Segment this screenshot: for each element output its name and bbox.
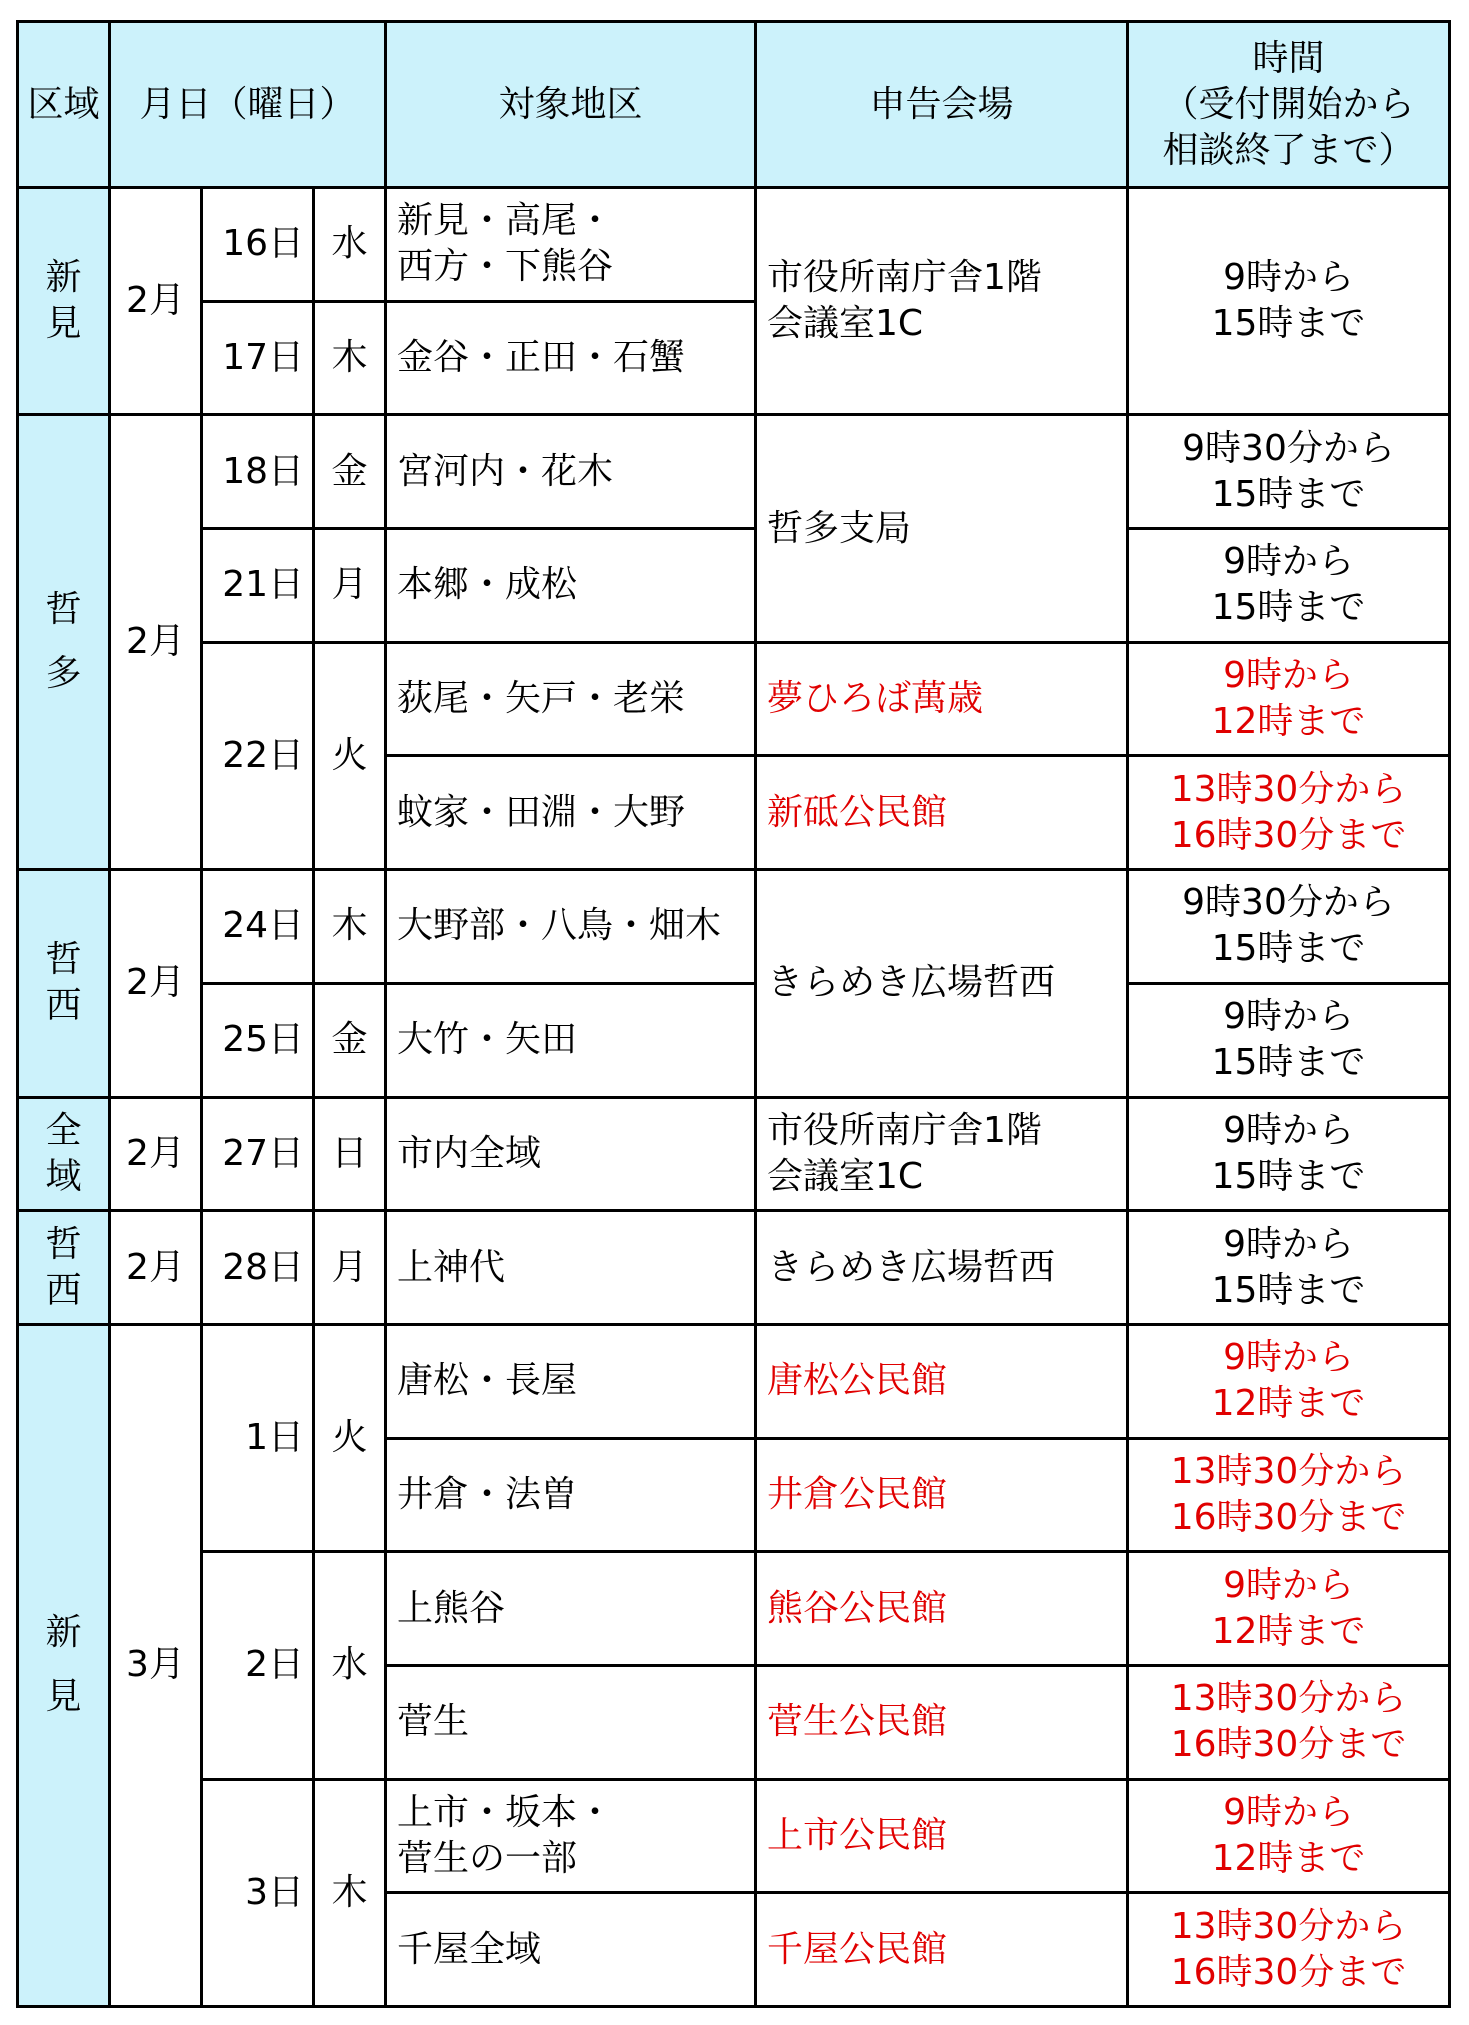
region-label: 新 見 bbox=[45, 257, 82, 345]
weekday-cell: 火 bbox=[314, 642, 386, 869]
venue-line: 上市公民館 bbox=[767, 1814, 948, 1856]
weekday-cell: 水 bbox=[314, 188, 386, 302]
area-cell bbox=[386, 870, 756, 984]
table-row bbox=[18, 983, 1450, 1097]
region-cell bbox=[18, 415, 110, 870]
time-line: 15時まで bbox=[1211, 1042, 1366, 1084]
time-line: 16時30分まで bbox=[1170, 1951, 1407, 1993]
weekday-cell: 木 bbox=[314, 870, 386, 984]
area-line: 菅生の一部 bbox=[397, 1837, 578, 1879]
weekday-cell: 金 bbox=[314, 415, 386, 529]
time-line: 15時まで bbox=[1211, 473, 1366, 515]
table-row bbox=[18, 1552, 1450, 1666]
venue-line: きらめき広場哲西 bbox=[767, 962, 1056, 1004]
month-cell: 2月 bbox=[110, 415, 202, 870]
schedule-table bbox=[16, 20, 1451, 2008]
day-cell: 3日 bbox=[202, 1779, 314, 2006]
area-cell bbox=[386, 1438, 756, 1552]
time-line: 16時30分まで bbox=[1170, 1496, 1407, 1538]
time-cell bbox=[1128, 756, 1450, 870]
area-cell bbox=[386, 1324, 756, 1438]
area-cell bbox=[386, 301, 756, 415]
area-cell bbox=[386, 1779, 756, 1893]
venue-line: 菅生公民館 bbox=[767, 1701, 948, 1743]
day-cell: 22日 bbox=[202, 642, 314, 869]
venue-line: 会議室1C bbox=[767, 1155, 924, 1197]
time-line: 9時から bbox=[1223, 1791, 1354, 1833]
area-cell bbox=[386, 529, 756, 643]
header-region: 区域 bbox=[18, 22, 110, 188]
day-cell: 2日 bbox=[202, 1552, 314, 1779]
day-cell: 17日 bbox=[202, 301, 314, 415]
header-time-line: （受付開始から bbox=[1162, 83, 1415, 125]
weekday-cell: 月 bbox=[314, 529, 386, 643]
venue-cell bbox=[756, 415, 1128, 642]
header-time-line: 相談終了まで） bbox=[1162, 129, 1415, 171]
time-line: 13時30分から bbox=[1170, 1905, 1407, 1947]
area-line: 西方・下熊谷 bbox=[397, 246, 614, 288]
area-line: 上神代 bbox=[397, 1246, 506, 1288]
venue-line: きらめき広場哲西 bbox=[767, 1246, 1056, 1288]
venue-line: 熊谷公民館 bbox=[767, 1587, 948, 1629]
header-time-line: 時間 bbox=[1252, 37, 1325, 79]
time-line: 9時から bbox=[1223, 1337, 1354, 1379]
area-line: 本郷・成松 bbox=[397, 564, 578, 606]
region-cell bbox=[18, 1324, 110, 2006]
time-line: 15時まで bbox=[1211, 1155, 1366, 1197]
day-cell: 28日 bbox=[202, 1211, 314, 1325]
month-cell: 2月 bbox=[110, 1097, 202, 1211]
venue-line: 夢ひろば萬歳 bbox=[767, 678, 984, 720]
time-line: 15時まで bbox=[1211, 303, 1366, 345]
region-label: 全 域 bbox=[45, 1109, 82, 1197]
time-line: 15時まで bbox=[1211, 928, 1366, 970]
header-area: 対象地区 bbox=[386, 22, 756, 188]
time-line: 9時から bbox=[1223, 996, 1354, 1038]
area-line: 市内全域 bbox=[397, 1132, 542, 1174]
venue-cell bbox=[756, 1779, 1128, 1893]
table-row bbox=[18, 1097, 1450, 1211]
weekday-cell: 金 bbox=[314, 983, 386, 1097]
table-row bbox=[18, 1324, 1450, 1438]
area-line: 千屋全域 bbox=[397, 1928, 542, 1970]
venue-cell bbox=[756, 870, 1128, 1097]
venue-cell bbox=[756, 1893, 1128, 2007]
table-row bbox=[18, 415, 1450, 529]
time-cell bbox=[1128, 415, 1450, 529]
region-cell bbox=[18, 1097, 110, 1211]
time-line: 13時30分から bbox=[1170, 1678, 1407, 1720]
venue-cell bbox=[756, 188, 1128, 415]
weekday-cell: 日 bbox=[314, 1097, 386, 1211]
venue-line: 唐松公民館 bbox=[767, 1360, 948, 1402]
region-label: 新 見 bbox=[45, 1612, 82, 1718]
table-row bbox=[18, 870, 1450, 984]
time-line: 15時まで bbox=[1211, 587, 1366, 629]
time-line: 9時から bbox=[1223, 1109, 1354, 1151]
area-cell bbox=[386, 756, 756, 870]
table-row bbox=[18, 188, 1450, 302]
time-cell bbox=[1128, 1324, 1450, 1438]
area-line: 金谷・正田・石蟹 bbox=[397, 337, 686, 379]
time-cell bbox=[1128, 1779, 1450, 1893]
time-cell bbox=[1128, 1552, 1450, 1666]
area-line: 井倉・法曽 bbox=[397, 1473, 578, 1515]
month-cell: 2月 bbox=[110, 870, 202, 1097]
area-line: 宮河内・花木 bbox=[397, 450, 614, 492]
area-cell bbox=[386, 415, 756, 529]
table-row bbox=[18, 642, 1450, 756]
day-cell: 21日 bbox=[202, 529, 314, 643]
day-cell: 24日 bbox=[202, 870, 314, 984]
region-cell bbox=[18, 188, 110, 415]
weekday-cell: 火 bbox=[314, 1324, 386, 1551]
weekday-cell: 木 bbox=[314, 1779, 386, 2006]
venue-line: 井倉公民館 bbox=[767, 1473, 948, 1515]
header-row bbox=[18, 22, 1450, 188]
time-line: 13時30分から bbox=[1170, 1450, 1407, 1492]
area-line: 大竹・矢田 bbox=[397, 1019, 578, 1061]
time-line: 16時30分まで bbox=[1170, 814, 1407, 856]
area-line: 蚊家・田淵・大野 bbox=[397, 791, 686, 833]
area-line: 上市・坂本・ bbox=[397, 1791, 614, 1833]
time-cell bbox=[1128, 1893, 1450, 2007]
region-cell bbox=[18, 870, 110, 1097]
venue-cell bbox=[756, 1552, 1128, 1666]
time-line: 9時30分から bbox=[1182, 427, 1395, 469]
day-cell: 18日 bbox=[202, 415, 314, 529]
time-line: 12時まで bbox=[1211, 1610, 1366, 1652]
region-label: 哲 西 bbox=[45, 1223, 82, 1311]
area-cell bbox=[386, 1893, 756, 2007]
time-line: 9時から bbox=[1223, 655, 1354, 697]
time-line: 12時まで bbox=[1211, 701, 1366, 743]
time-cell bbox=[1128, 870, 1450, 984]
venue-line: 会議室1C bbox=[767, 303, 924, 345]
venue-line: 哲多支局 bbox=[767, 507, 912, 549]
time-line: 9時30分から bbox=[1182, 882, 1395, 924]
region-cell bbox=[18, 1211, 110, 1325]
venue-cell bbox=[756, 756, 1128, 870]
venue-cell bbox=[756, 1211, 1128, 1325]
venue-cell bbox=[756, 1097, 1128, 1211]
venue-line: 市役所南庁舎1階 bbox=[767, 257, 1042, 299]
area-cell bbox=[386, 1211, 756, 1325]
time-line: 9時から bbox=[1223, 1564, 1354, 1606]
header-date: 月日（曜日） bbox=[110, 22, 386, 188]
time-line: 9時から bbox=[1223, 541, 1354, 583]
month-cell: 2月 bbox=[110, 188, 202, 415]
area-line: 大野部・八鳥・畑木 bbox=[397, 905, 722, 947]
time-line: 12時まで bbox=[1211, 1383, 1366, 1425]
table-row bbox=[18, 529, 1450, 643]
area-cell bbox=[386, 1552, 756, 1666]
time-line: 9時から bbox=[1223, 257, 1354, 299]
weekday-cell: 木 bbox=[314, 301, 386, 415]
venue-line: 千屋公民館 bbox=[767, 1928, 948, 1970]
venue-cell bbox=[756, 1438, 1128, 1552]
venue-cell bbox=[756, 1324, 1128, 1438]
venue-line: 新砥公民館 bbox=[767, 791, 948, 833]
area-line: 唐松・長屋 bbox=[397, 1360, 578, 1402]
region-label: 哲 多 bbox=[45, 589, 82, 695]
time-cell bbox=[1128, 642, 1450, 756]
time-cell bbox=[1128, 1211, 1450, 1325]
time-cell bbox=[1128, 188, 1450, 415]
month-cell: 3月 bbox=[110, 1324, 202, 2006]
venue-cell bbox=[756, 1665, 1128, 1779]
area-cell bbox=[386, 983, 756, 1097]
time-cell bbox=[1128, 1438, 1450, 1552]
time-line: 16時30分まで bbox=[1170, 1724, 1407, 1766]
time-cell bbox=[1128, 1097, 1450, 1211]
table-row bbox=[18, 1211, 1450, 1325]
venue-cell bbox=[756, 642, 1128, 756]
time-cell bbox=[1128, 1665, 1450, 1779]
weekday-cell: 月 bbox=[314, 1211, 386, 1325]
area-line: 荻尾・矢戸・老栄 bbox=[397, 678, 686, 720]
region-label: 哲 西 bbox=[45, 939, 82, 1027]
day-cell: 25日 bbox=[202, 983, 314, 1097]
area-cell bbox=[386, 188, 756, 302]
time-line: 9時から bbox=[1223, 1223, 1354, 1265]
day-cell: 1日 bbox=[202, 1324, 314, 1551]
day-cell: 16日 bbox=[202, 188, 314, 302]
weekday-cell: 水 bbox=[314, 1552, 386, 1779]
area-cell bbox=[386, 1097, 756, 1211]
month-cell: 2月 bbox=[110, 1211, 202, 1325]
day-cell: 27日 bbox=[202, 1097, 314, 1211]
table-row bbox=[18, 1779, 1450, 1893]
area-cell bbox=[386, 1665, 756, 1779]
area-line: 菅生 bbox=[397, 1701, 470, 1743]
time-line: 13時30分から bbox=[1170, 768, 1407, 810]
time-cell bbox=[1128, 529, 1450, 643]
header-venue: 申告会場 bbox=[756, 22, 1128, 188]
area-line: 上熊谷 bbox=[397, 1587, 506, 1629]
area-line: 新見・高尾・ bbox=[397, 200, 614, 242]
venue-line: 市役所南庁舎1階 bbox=[767, 1109, 1042, 1151]
time-line: 15時まで bbox=[1211, 1269, 1366, 1311]
area-cell bbox=[386, 642, 756, 756]
time-cell bbox=[1128, 983, 1450, 1097]
time-line: 12時まで bbox=[1211, 1837, 1366, 1879]
header-time bbox=[1128, 22, 1450, 188]
